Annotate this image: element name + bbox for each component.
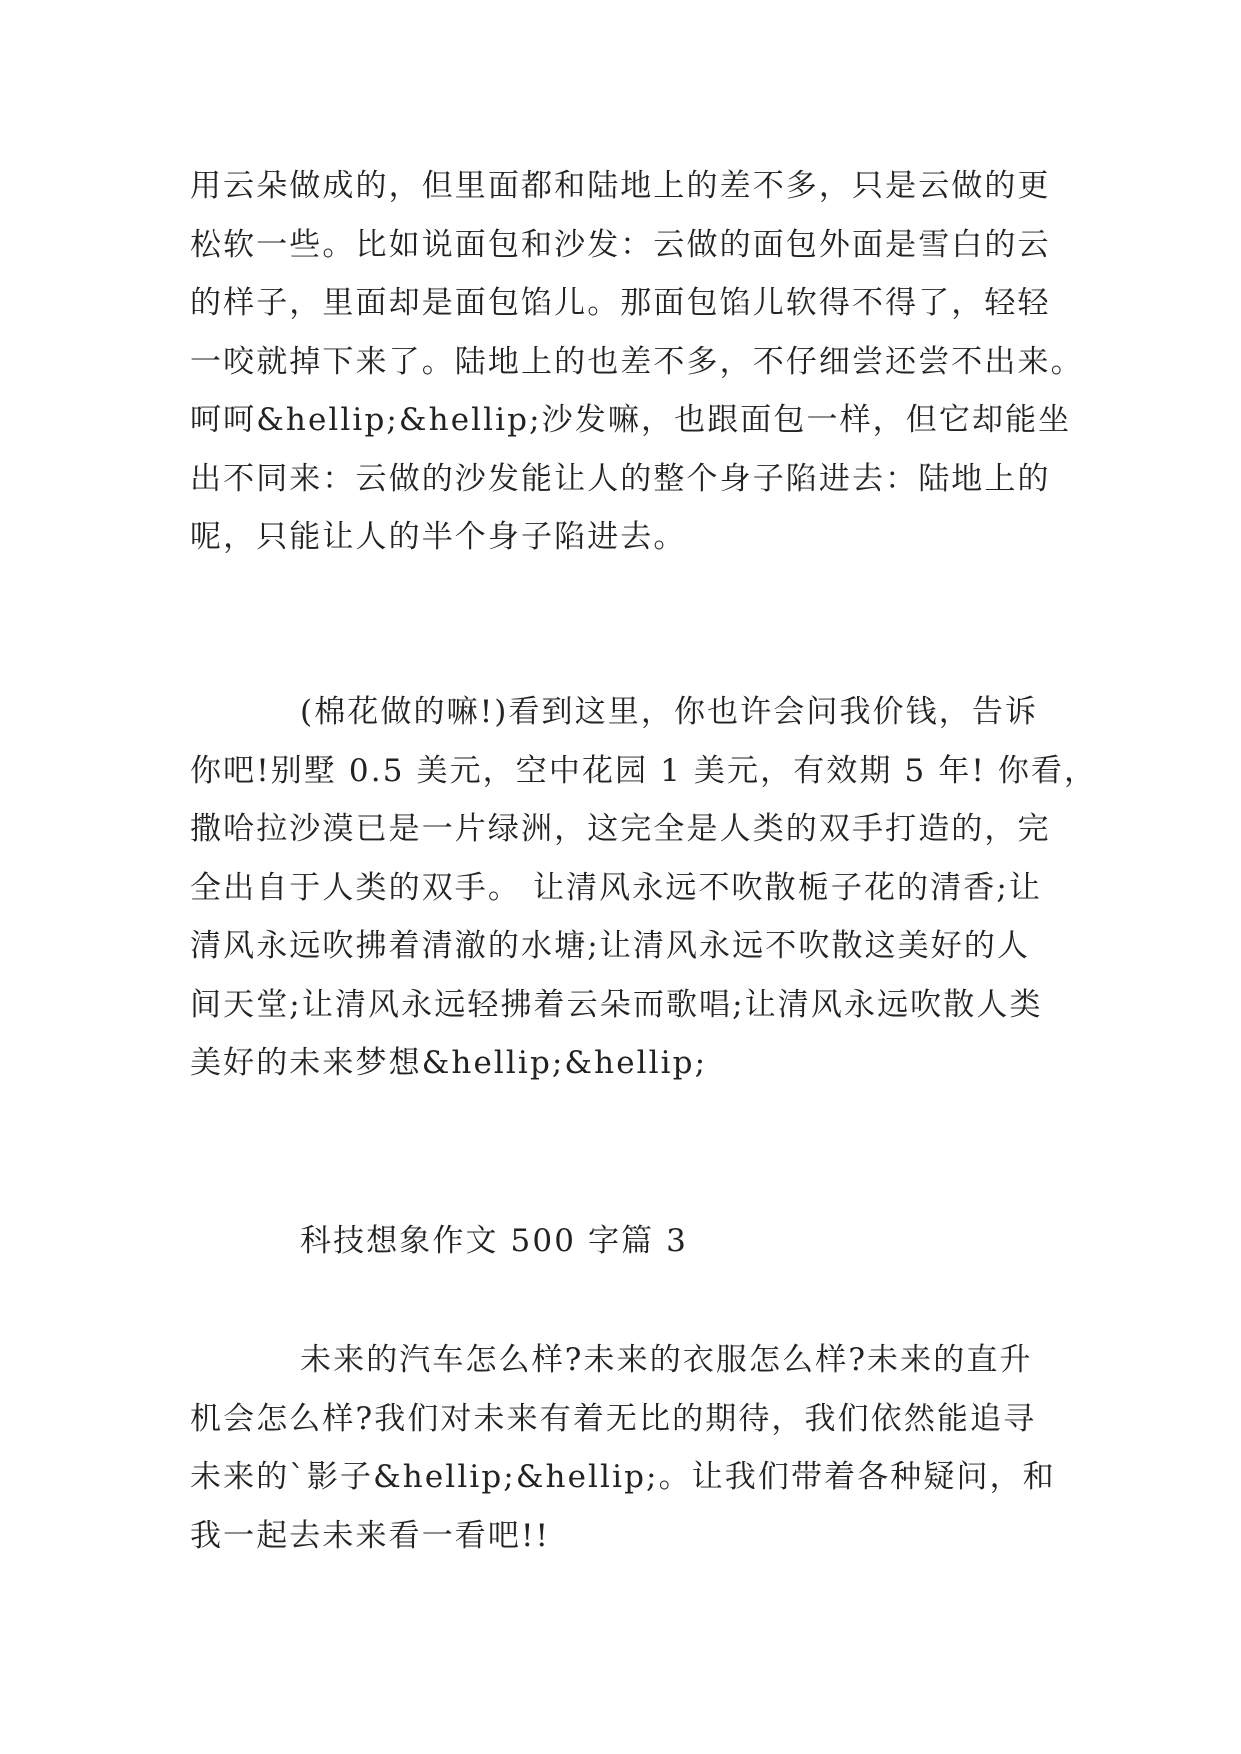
text-line: 的样子，里面却是面包馅儿。那面包馅儿软得不得了，轻轻 bbox=[190, 285, 1051, 321]
text-line: 松软一些。比如说面包和沙发：云做的面包外面是雪白的云 bbox=[190, 226, 1051, 263]
text-line: 清风永远吹拂着清澈的水塘;让清风永远不吹散这美好的人 bbox=[190, 928, 1031, 964]
text-line: 未来的`影子&hellip;&hellip;。让我们带着各种疑问，和 bbox=[190, 1459, 1056, 1495]
paragraph-future bbox=[190, 1331, 1060, 1565]
text-line: 一咬就掉下来了。陆地上的也差不多，不仔细尝还尝不出来。 bbox=[190, 343, 1084, 380]
text-line: 间天堂;让清风永远轻拂着云朵而歌唱;让清风永远吹散人类 bbox=[190, 986, 1043, 1023]
text-line: 用云朵做成的，但里面都和陆地上的差不多，只是云做的更 bbox=[190, 168, 1051, 204]
text-line: (棉花做的嘛!)看到这里，你也许会问我价钱，告诉 bbox=[300, 694, 1039, 730]
text-line: 你吧!别墅 0.5 美元，空中花园 1 美元，有效期 5 年! 你看， bbox=[190, 752, 1098, 789]
text-line: 美好的未来梦想&hellip;&hellip; bbox=[190, 1045, 708, 1081]
section-heading: 科技想象作文 500 字篇 3 bbox=[300, 1223, 688, 1259]
paragraph-cloud-house bbox=[190, 157, 1084, 567]
section-heading-block bbox=[190, 1212, 1060, 1271]
text-line: 我一起去未来看一看吧!! bbox=[190, 1517, 551, 1554]
text-line: 呢，只能让人的半个身子陷进去。 bbox=[190, 519, 687, 555]
text-line: 未来的汽车怎么样?未来的衣服怎么样?未来的直升 bbox=[300, 1342, 1033, 1378]
paragraph-prices-and-breeze bbox=[190, 683, 1098, 1093]
text-line: 机会怎么样?我们对未来有着无比的期待，我们依然能追寻 bbox=[190, 1400, 1037, 1437]
text-line: 全出自于人类的双手。 让清风永远不吹散栀子花的清香;让 bbox=[190, 869, 1042, 906]
text-line: 撒哈拉沙漠已是一片绿洲，这完全是人类的双手打造的，完 bbox=[190, 811, 1051, 847]
text-line: 呵呵&hellip;&hellip;沙发嘛，也跟面包一样，但它却能坐 bbox=[190, 402, 1072, 438]
text-line: 出不同来：云做的沙发能让人的整个身子陷进去：陆地上的 bbox=[190, 460, 1051, 497]
